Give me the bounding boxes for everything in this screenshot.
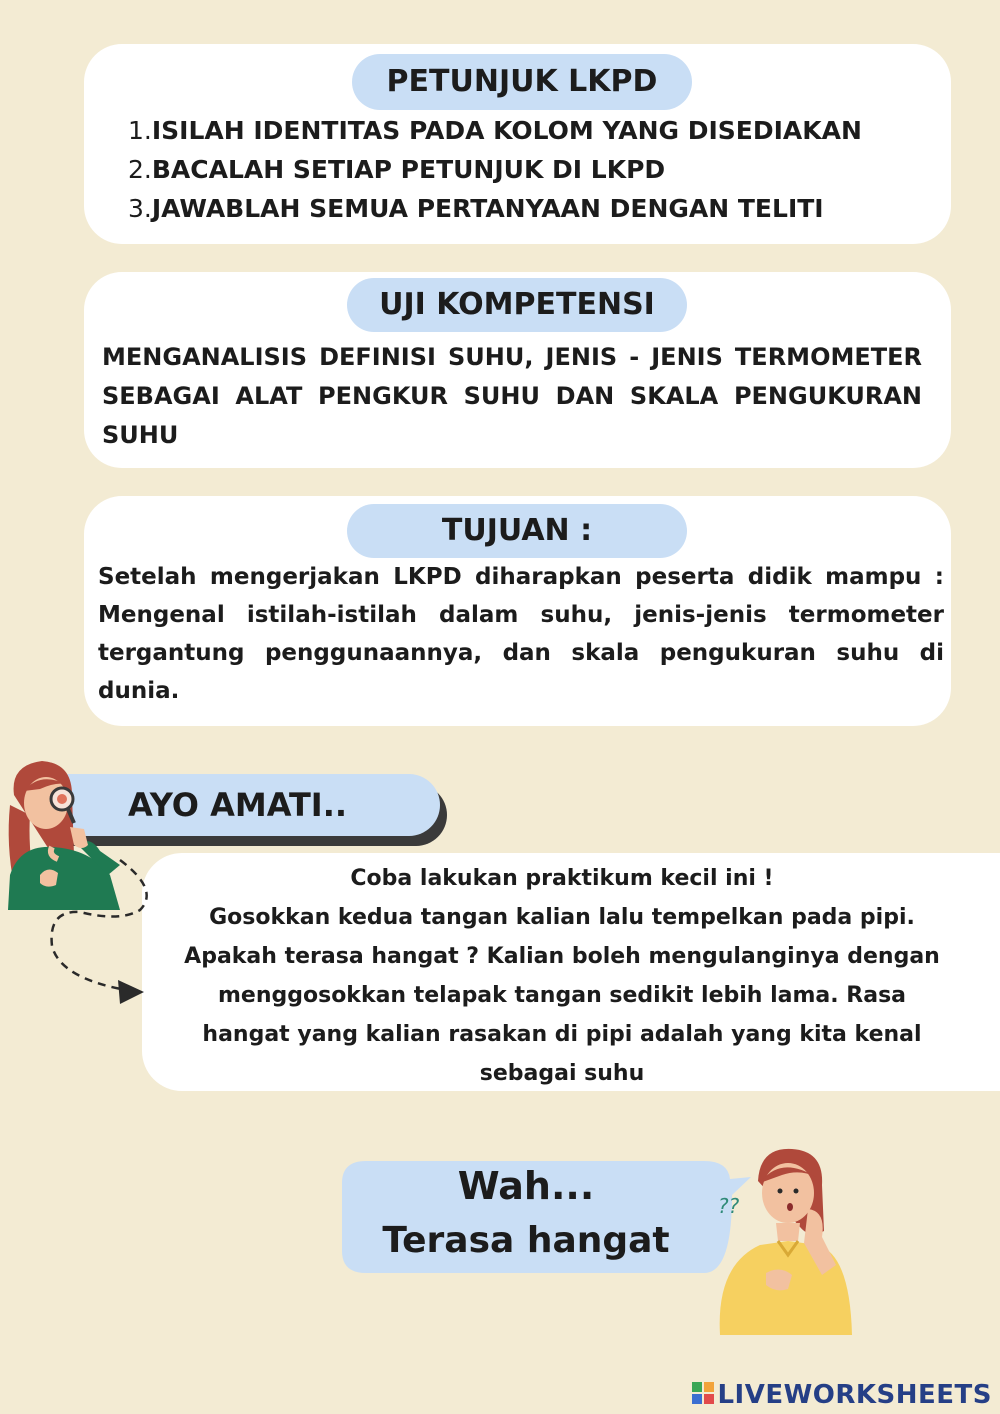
uji-card (84, 272, 951, 468)
dashed-arrow (40, 850, 160, 1010)
petunjuk-title: PETUNJUK LKPD (352, 54, 692, 110)
thinking-marks: ?? (718, 1194, 740, 1218)
uji-body: MENGANALISIS DEFINISI SUHU, JENIS - JENIS TERMOMETER SEBAGAI ALAT PENGKUR SUHU DAN SKALA PENGUKURAN SUHU (102, 343, 922, 449)
amati-line: hangat yang kalian rasakan di pipi adalah yang kita kenal (202, 1022, 922, 1047)
list-item: 1.ISILAH IDENTITAS PADA KOLOM YANG DISEDIAKAN (128, 116, 862, 145)
liveworksheets-brand (692, 1380, 992, 1410)
uji-title: UJI KOMPETENSI (347, 278, 687, 332)
bubble-line-1: Wah... (457, 1164, 595, 1208)
amati-line: sebagai suhu (479, 1061, 645, 1086)
liveworksheets-logo-icon (692, 1382, 714, 1404)
tujuan-card (84, 496, 951, 726)
amati-title: AYO AMATI.. (128, 786, 348, 824)
amati-line: menggosokkan telapak tangan sedikit lebih lama. Rasa (217, 983, 907, 1008)
petunjuk-list (128, 111, 862, 228)
list-item: 2.BACALAH SETIAP PETUNJUK DI LKPD (128, 155, 666, 184)
list-item: 3.JAWABLAH SEMUA PERTANYAAN DENGAN TELITI (128, 194, 824, 223)
tujuan-body: Setelah mengerjakan LKPD diharapkan peserta didik mampu : Mengenal istilah-istilah dalam suhu, jenis-jenis termometer tergantung penggunaannya, dan skala pengukuran suhu di dunia. (98, 564, 944, 704)
speech-bubble-text (356, 1158, 696, 1268)
thinking-girl-illustration (700, 1145, 870, 1340)
amati-line: Coba lakukan praktikum kecil ini ! (350, 866, 774, 891)
tujuan-title: TUJUAN : (347, 504, 687, 558)
amati-card (142, 853, 1000, 1091)
bubble-line-2: Terasa hangat (382, 1220, 670, 1261)
petunjuk-card (84, 44, 951, 244)
amati-line: Gosokkan kedua tangan kalian lalu tempelkan pada pipi. (209, 905, 915, 930)
brand-text: LIVEWORKSHEETS (717, 1380, 992, 1410)
amati-text (142, 859, 982, 1093)
amati-line: Apakah terasa hangat ? Kalian boleh mengulanginya dengan (184, 944, 940, 969)
